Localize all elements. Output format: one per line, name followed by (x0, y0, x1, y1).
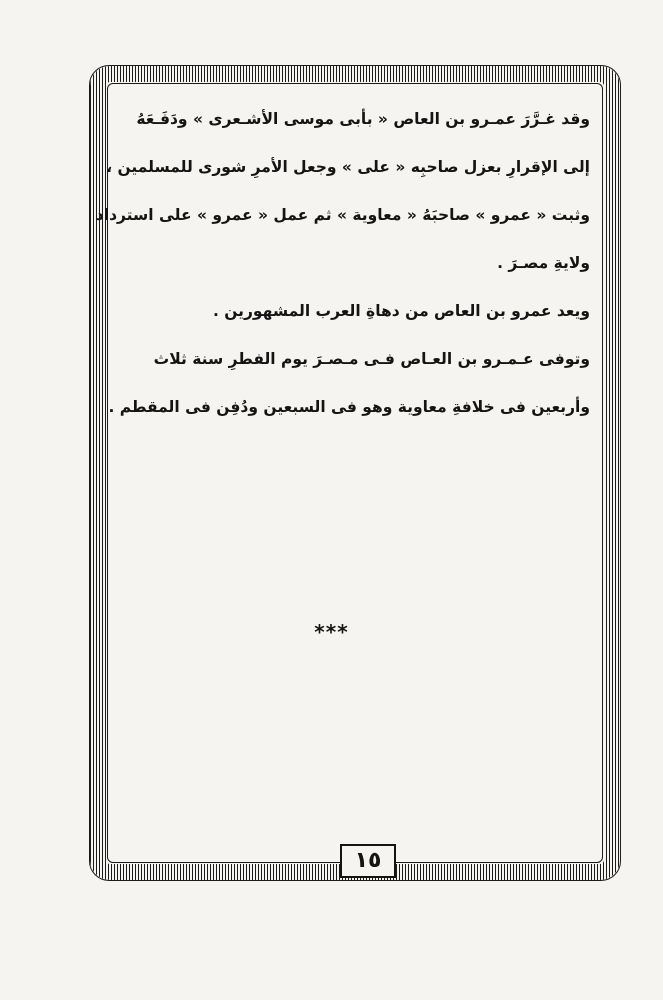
section-separator: *** (314, 620, 349, 644)
page-body-text (95, 95, 590, 431)
text-line-6: وتوفى عـمـرو بن العـاص فـى مـصـرَ يوم الفطرِ سنة ثلاث (153, 350, 590, 368)
text-line-2: إلى الإقرارِ بعزل صاحبِه « على » وجعل الأمرِ شورى للمسلمين ، (106, 158, 590, 176)
text-line-1: وقد غـرَّرَ عمـرو بن العاص « بأبى موسى الأشـعرى » ودَفَـعَهُ (136, 110, 590, 128)
text-line-4: ولايةِ مصـرَ . (497, 254, 590, 272)
page-number: ١٥ (340, 844, 396, 878)
text-line-7: وأربعين فى خلافةِ معاوية وهو فى السبعين ودُفِن فى المقطم . (108, 398, 590, 416)
text-line-3: وثبت « عمرو » صاحبَهُ « معاوية » ثم عمل « عمرو » على استرداد (95, 206, 590, 224)
text-line-5: ويعد عمرو بن العاص من دهاةِ العرب المشهورين . (212, 302, 590, 320)
